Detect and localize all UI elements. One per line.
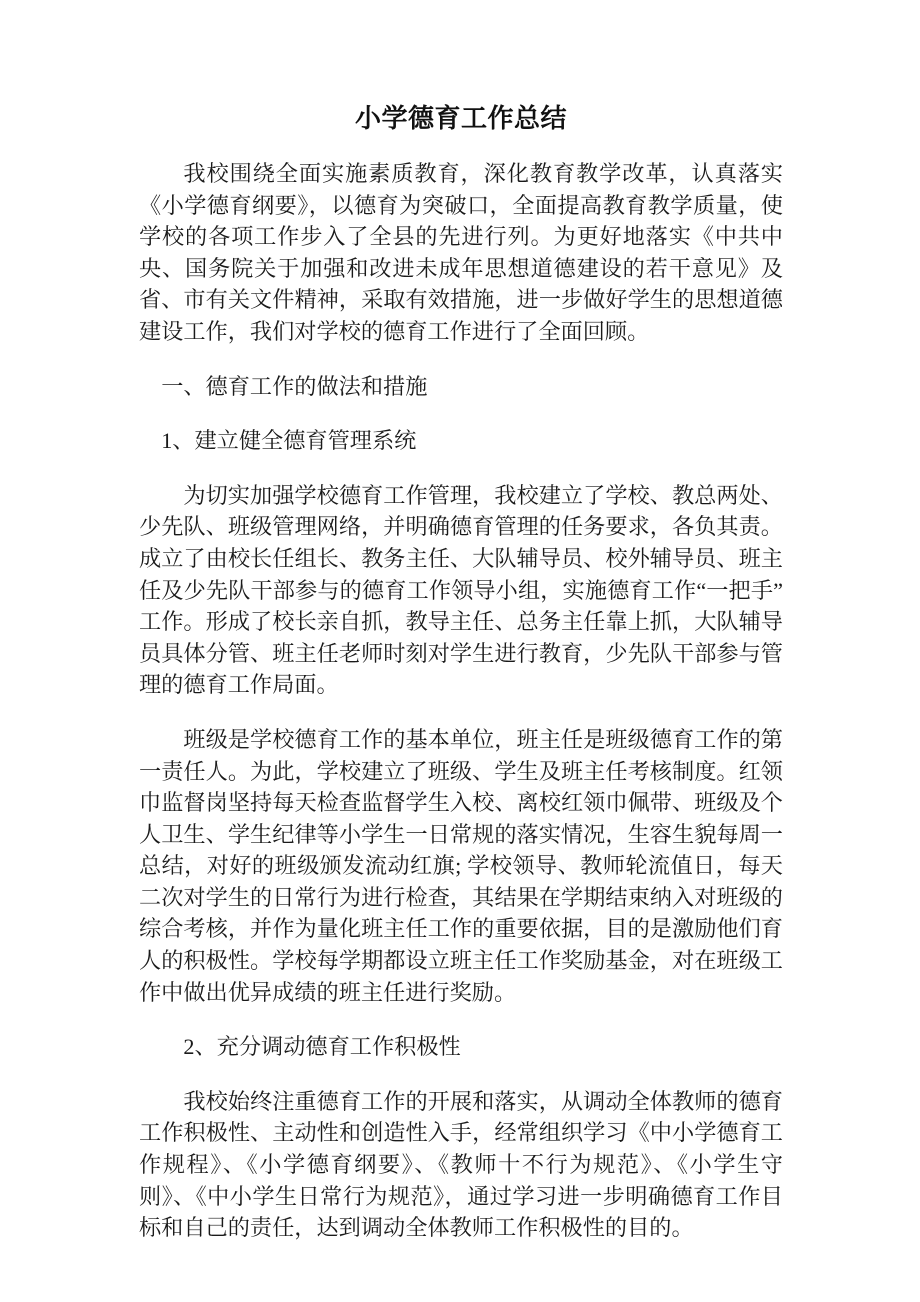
section-heading: 1、建立健全德育管理系统 — [161, 428, 417, 454]
body-paragraph: 我校围绕全面实施素质教育，深化教育教学改革，认真落实《小学德育纲要》，以德育为突破口，全面提高教育教学质量，使学校的各项工作步入了全县的先进行列。为更好地落实《中共中央、国务院关于加强和改进未成年思想道德建设的若干意见》及省、市有关文件精神，采取有效措施，进一步做好学生的思想道德建设工作，我们对学校的德育工作进行了全面回顾。 — [139, 161, 783, 344]
document-body — [139, 0, 783, 1244]
body-paragraph: 我校始终注重德育工作的开展和落实，从调动全体教师的德育工作积极性、主动性和创造性入手，经常组织学习《中小学德育工作规程》、《小学德育纲要》、《教师十不行为规范》、《小学生守则》、《中小学生日常行为规范》，通过学习进一步明确德育工作目标和自己的责任，达到调动全体教师工作积极性的目的。 — [139, 1088, 783, 1241]
section-heading: 2、充分调动德育工作积极性 — [183, 1034, 461, 1060]
block-spacer — [139, 1008, 783, 1031]
section-heading: 一、德育工作的做法和措施 — [161, 373, 428, 399]
page-title: 小学德育工作总结 — [354, 103, 567, 133]
body-paragraph: 班级是学校德育工作的基本单位，班主任是班级德育工作的第一责任人。为此，学校建立了班级、学生及班主任考核制度。红领巾监督岗坚持每天检查监督学生入校、离校红领巾佩带、班级及个人卫生、学生纪律等小学生一日常规的落实情况，生容生貌每周一总结，对好的班级颁发流动红旗; 学校领导、教师轮流值日，每天二次对学生的日常行为进行检查，其结果在学期结束纳入对班级的综合考核，并作为量化班主任工作的重要依据，目的是激励他们育人的积极性。学校每学期都设立班主任工作奖励基金，对在班级工作中做出优异成绩的班主任进行奖励。 — [139, 726, 783, 1005]
document-blocks — [139, 158, 783, 1244]
body-paragraph: 为切实加强学校德育工作管理，我校建立了学校、教总两处、少先队、班级管理网络，并明确德育管理的任务要求，各负其责。成立了由校长任组长、教务主任、大队辅导员、校外辅导员、班主任及少先队干部参与的德育工作领导小组，实施德育工作“一把手”工作。形成了校长亲自抓，教导主任、总务主任靠上抓，大队辅导员具体分管、班主任老师时刻对学生进行教育，少先队干部参与管理的德育工作局面。 — [139, 482, 783, 698]
block-spacer — [139, 701, 783, 724]
block-spacer — [139, 457, 783, 480]
block-spacer — [139, 1063, 783, 1086]
title-spacer — [139, 135, 783, 158]
block-spacer — [139, 348, 783, 371]
block-spacer — [139, 402, 783, 425]
